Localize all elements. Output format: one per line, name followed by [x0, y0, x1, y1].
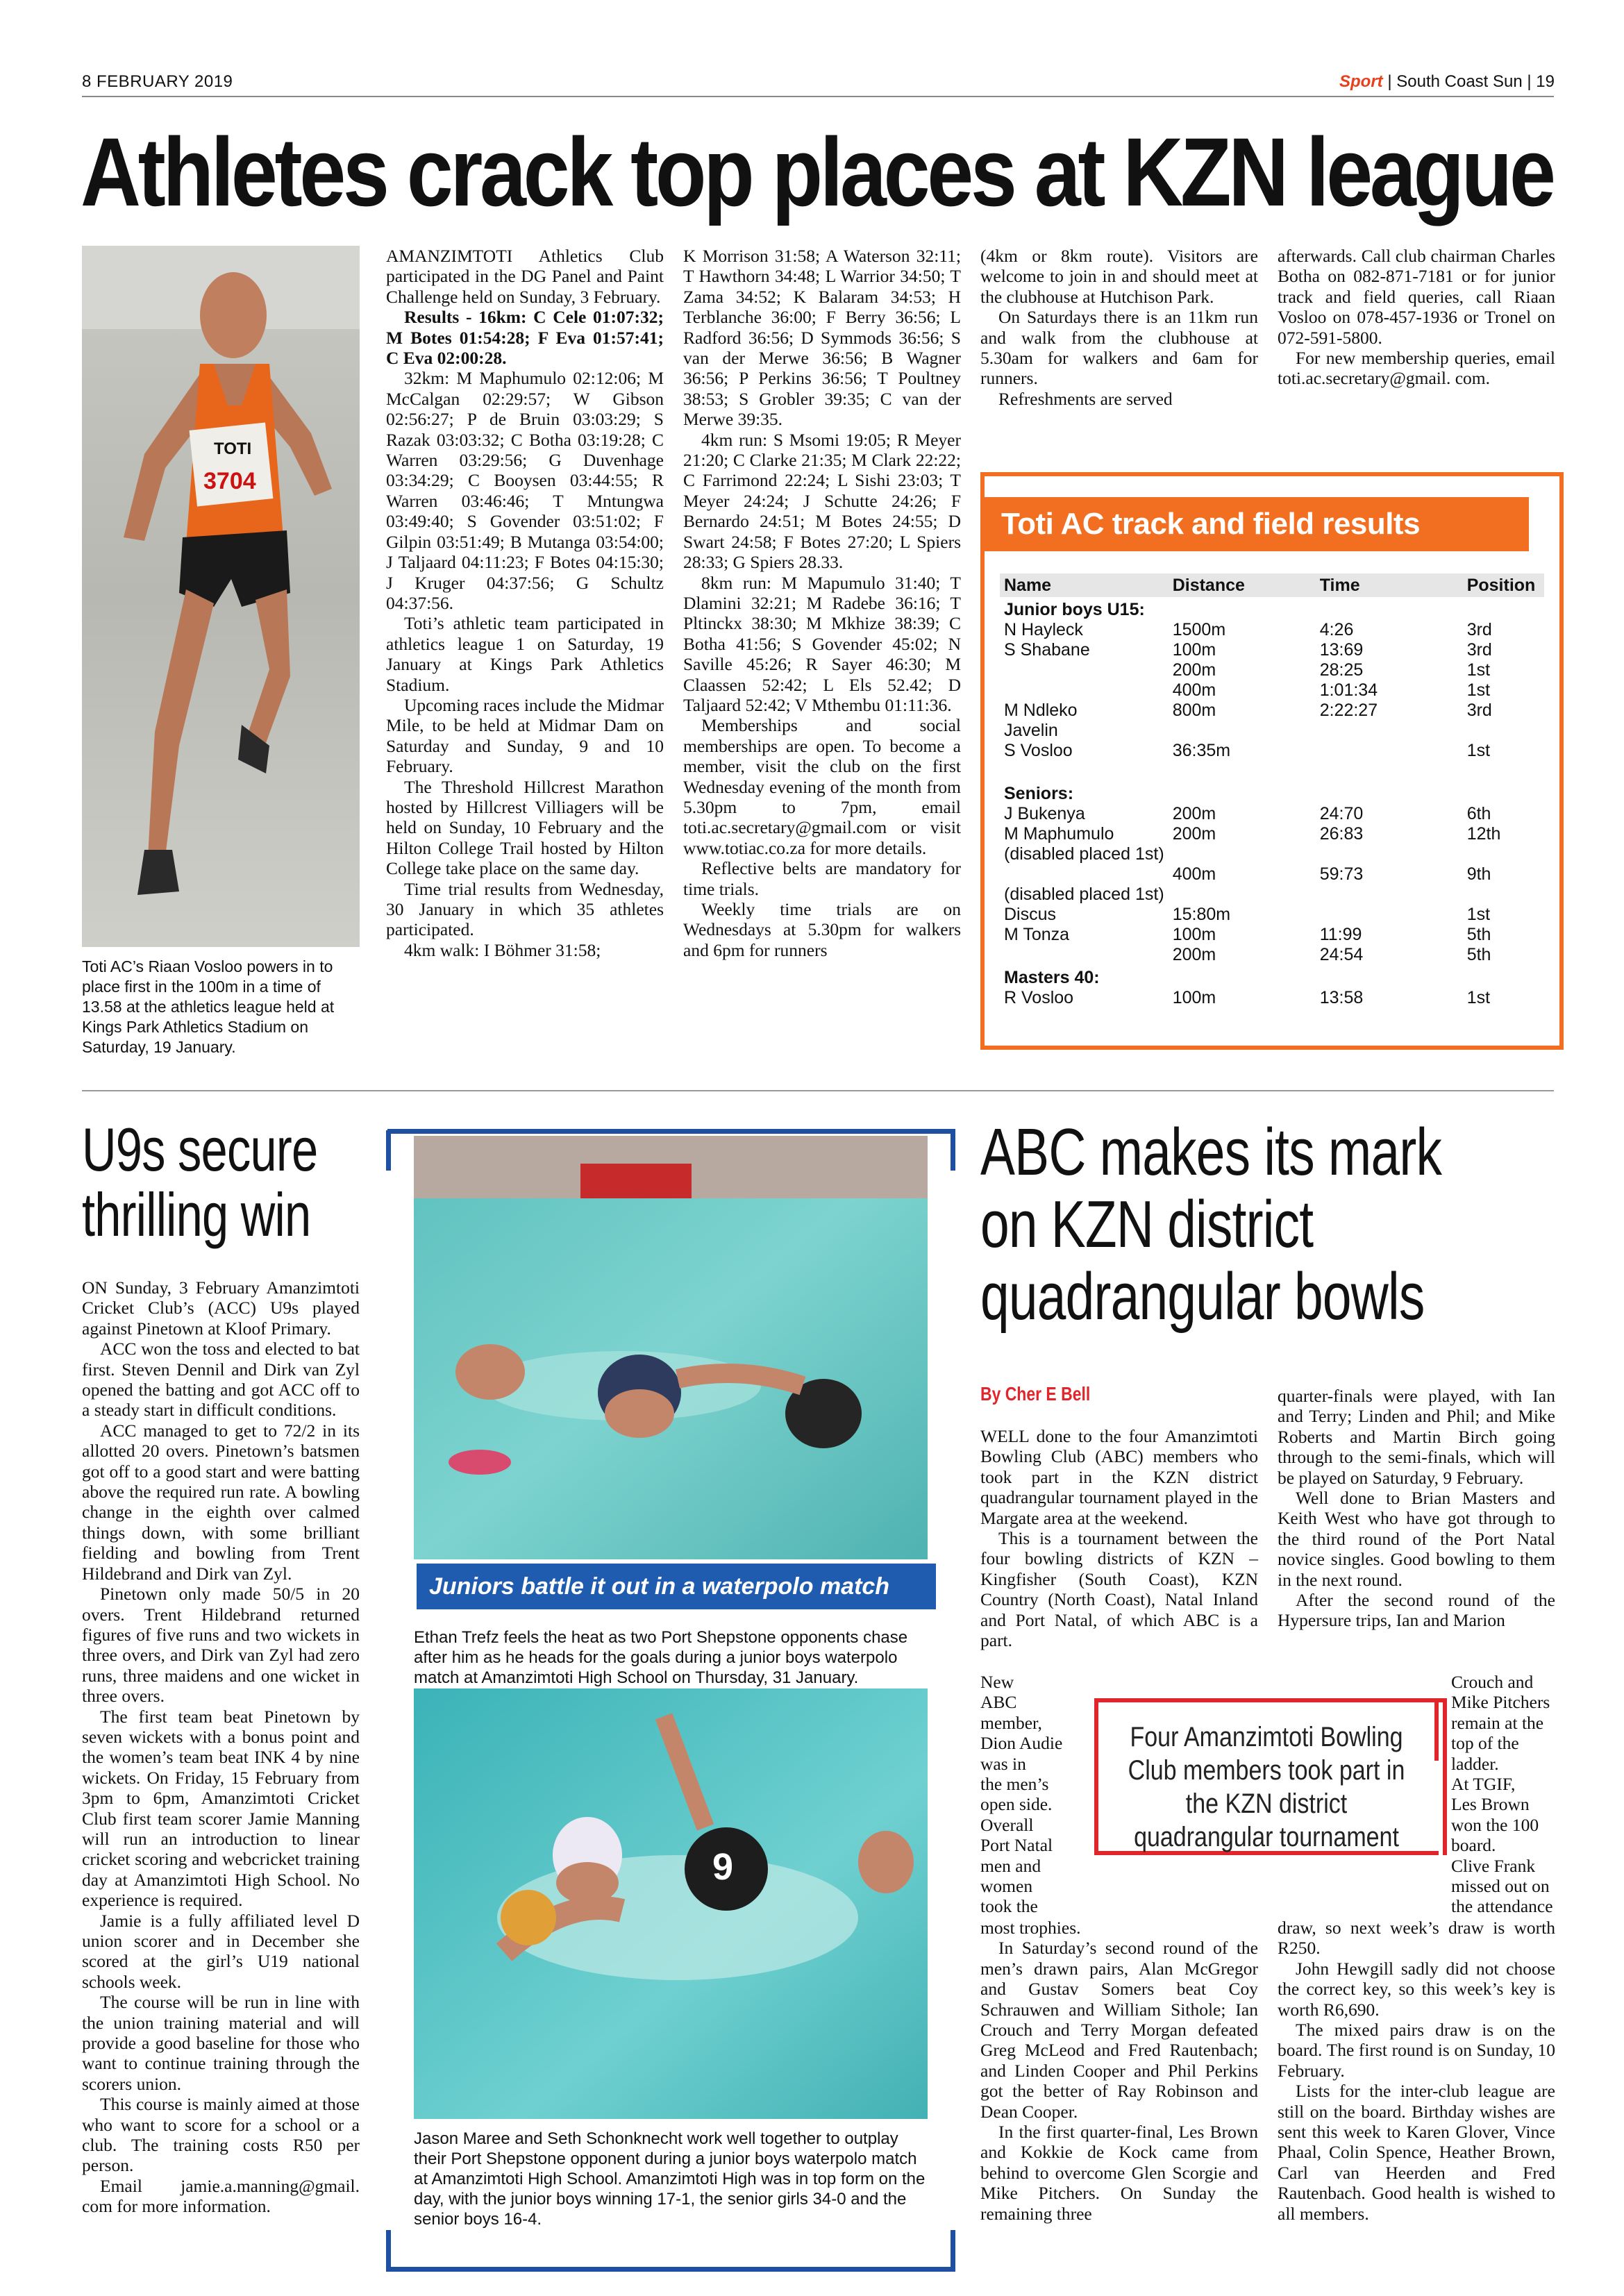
wrap-line: New — [980, 1672, 1014, 1692]
results-cell: 3rd — [1466, 640, 1492, 660]
top-story-column-2 — [683, 246, 961, 960]
abc-column-2-bottom — [1278, 1918, 1555, 2224]
results-cell: 200m — [1172, 824, 1216, 844]
pull-quote-edge — [1434, 1698, 1439, 1761]
u9-headline-line-1: U9s secure — [82, 1115, 318, 1184]
results-cell: 5th — [1466, 945, 1491, 964]
wrap-line: Port Natal — [980, 1835, 1053, 1856]
results-cell: 1st — [1466, 660, 1491, 680]
results-row — [1000, 620, 1544, 640]
wrap-line: the men’s — [980, 1774, 1049, 1795]
abc-headline-line-3: quadrangular bowls — [980, 1259, 1425, 1334]
results-cell: 3rd — [1466, 620, 1492, 639]
wrap-line: remain at the — [1451, 1712, 1544, 1733]
results-cell: 100m — [1172, 988, 1216, 1007]
results-cell: 13:69 — [1319, 640, 1364, 660]
waterpolo-photo-2 — [414, 1689, 928, 2119]
results-cell — [1000, 945, 1169, 965]
waterpolo-title-bar: Juniors battle it out in a waterpolo match — [417, 1564, 936, 1609]
paragraph: WELL done to the four Amanzimtoti Bowling Club (ABC) members who took part in the KZN district quadrangular tournament played in the Margate area at the weekend. — [980, 1426, 1258, 1528]
abc-headline-line-2: on KZN district — [980, 1187, 1314, 1262]
top-story-column-3 — [980, 246, 1258, 409]
paragraph: 8km run: M Mapumulo 31:40; T Dlamini 32:21; M Radebe 36:16; T Pltinckx 38:30; M Mkhize 38:39; C Botha 41:56; S Govender 45:02; N Saville 45:26; R Sayer 46:30; M Claassen 52:42; L Els 52.42; D Taljaard 52:42; V Mthembu 01:11:36. — [683, 572, 961, 715]
results-cell: 6th — [1466, 804, 1491, 823]
waterpolo-caption-1: Ethan Trefz feels the heat as two Port Shepstone opponents chase after him as he heads for the goals during a junior boys waterpolo match at Amanzimtoti High School on Thursday, 31 January. — [414, 1628, 908, 1687]
results-cell: 200m — [1172, 804, 1216, 823]
wrap-line: missed out on — [1451, 1876, 1550, 1897]
results-cell — [1169, 597, 1316, 620]
paragraph: 32km: M Maphumulo 02:12:06; M McCalgan 02:29:57; W Gibson 02:56:27; P de Bruin 03:03:29; S Razak 03:03:32; C Botha 03:19:28; C Warren 03:29:56; G Duvenhage 03:34:29; C Booysen 03:44:55; R Warren 03:46:46; T Mntungwa 03:49:40; S Govender 03:51:02; F Gilpin 03:51:49; B Mutanga 03:54:00; J Taljaard 04:11:23; F Botes 04:15:30; J Kruger 04:37:56; G Schultz 04:37:56. — [386, 368, 664, 613]
results-cell: 15:80m — [1172, 905, 1231, 924]
results-cell: 3rd — [1466, 701, 1492, 720]
wrap-line: At TGIF, — [1451, 1774, 1516, 1795]
column-header: Name — [1000, 573, 1169, 597]
bib-text: TOTI — [214, 439, 252, 458]
results-cell — [1000, 680, 1169, 701]
results-cell: 59:73 — [1319, 864, 1364, 884]
paragraph: This is a tournament between the four bowling districts of KZN – Kingfisher (South Coast), KZN Country (North Coast), Natal Inland and Port Natal, of which ABC is a part. — [980, 1528, 1258, 1651]
pull-quote-edge — [1094, 1698, 1098, 1761]
results-cell — [1463, 597, 1544, 620]
paragraph: K Morrison 31:58; A Waterson 32:11; T Hawthorn 34:48; L Warrior 34:50; T Zama 34:52; K Balaram 34:53; H Terblanche 36:00; F Berry 36:56; L Radford 36:56; D Symmods 36:56; S van der Merwe 36:56; B Wagner 36:56; P Perkins 36:56; T Poultney 38:53; S Grobler 39:35; C van der Merwe 39:35. — [683, 246, 961, 430]
results-cell — [1316, 844, 1463, 864]
column-header: Position — [1463, 573, 1544, 597]
waterpolo-photo-2-image — [414, 1689, 928, 2119]
abc-column-2-wrap — [1451, 1672, 1557, 1917]
results-cell: 9th — [1466, 864, 1491, 884]
results-cell: Seniors: — [1004, 784, 1074, 803]
results-cell — [1463, 965, 1544, 988]
bib-number: 3704 — [203, 468, 256, 494]
results-cell: Discus — [1004, 905, 1057, 924]
results-cell: 1st — [1466, 741, 1491, 760]
paragraph — [386, 307, 664, 368]
paragraph: 4km run: S Msomi 19:05; R Meyer 21:20; C Clarke 21:35; M Clark 22:22; C Farrimond 22:24; L Sishi 23:03; T Meyer 24:24; J Schutte 24:26; F Bernardo 24:51; M Botes 24:55; D Swart 24:58; F Botes 27:20; L Spiers 28:33; G Spiers 28.33. — [683, 429, 961, 573]
paragraph: On Saturdays there is an 11km run and walk from the clubhouse at 5.30am for walkers and 6am for runners. — [980, 307, 1258, 389]
abc-column-2-top — [1278, 1386, 1555, 1631]
wrap-line: Mike Pitchers — [1451, 1692, 1550, 1713]
results-cell: 1:01:34 — [1319, 680, 1378, 700]
results-header-row — [1000, 573, 1544, 597]
paragraph: Pinetown only made 50/5 in 20 overs. Trent Hildebrand returned figures of five runs and two wickets in three overs, and Dirk van Zyl had zero runs, three maidens and one wicket in three overs. — [82, 1584, 360, 1707]
results-table-body — [1000, 597, 1544, 1008]
results-cell — [1316, 597, 1463, 620]
results-row — [1000, 885, 1544, 905]
results-cell — [1316, 905, 1463, 925]
wrap-line: Clive Frank — [1451, 1855, 1536, 1876]
paragraph: Time trial results from Wednesday, 30 January in which 35 athletes participated. — [386, 878, 664, 940]
results-group-row — [1000, 781, 1544, 804]
results-cell — [1316, 781, 1463, 804]
wrap-line: women — [980, 1876, 1033, 1897]
paragraph: Toti’s athletic team participated in athletics league 1 on Saturday, 19 January at Kings Park Athletics Stadium. — [386, 613, 664, 695]
wrap-line: ladder. — [1451, 1753, 1499, 1774]
results-cell: 1st — [1466, 905, 1491, 924]
waterpolo-photo-1-image — [414, 1136, 928, 1559]
results-cell — [1169, 761, 1316, 781]
paragraph: most trophies. — [980, 1918, 1081, 1938]
wrap-line: won the 100 — [1451, 1814, 1539, 1835]
results-row — [1000, 761, 1544, 781]
paragraph: Lists for the inter-club league are still on the board. Birthday wishes are sent this week to Karen Glover, Vince Phaal, Colin Spence, Heather Brown, Carl van Heerden and Fred Rautenbach. Good health is wished to all members. — [1278, 2081, 1555, 2224]
results-cell — [1000, 660, 1169, 680]
wrap-line: ABC — [980, 1692, 1017, 1713]
results-table — [1000, 573, 1544, 1008]
paragraph: AMANZIMTOTI Athletics Club participated in the DG Panel and Paint Challenge held on Sunday, 3 February. — [386, 246, 664, 307]
results-cell: (disabled placed 1st) — [1004, 885, 1164, 904]
wrap-line: Crouch and — [1451, 1672, 1534, 1692]
results-cell — [1316, 885, 1463, 905]
page-number: 19 — [1536, 72, 1555, 91]
cap-number: 9 — [712, 1846, 734, 1888]
wrap-line: was in — [980, 1753, 1026, 1774]
results-cell: S Vosloo — [1004, 741, 1073, 760]
paragraph: The Threshold Hillcrest Marathon hosted by Hillcrest Villiagers will be held on Sunday, 10 February and the Hilton College Trail hosted by Hilton College take place on the same day. — [386, 776, 664, 879]
results-cell: 28:25 — [1319, 660, 1364, 680]
results-cell: 1st — [1466, 988, 1491, 1007]
results-cell: 100m — [1172, 640, 1216, 660]
paragraph: 4km walk: I Böhmer 31:58; — [404, 939, 601, 960]
paragraph: After the second round of the Hypersure trips, Ian and Marion — [1278, 1590, 1555, 1631]
paper-name: South Coast Sun — [1396, 72, 1523, 91]
results-row — [1000, 804, 1544, 824]
runner-photo — [82, 246, 360, 947]
results-cell: 100m — [1172, 925, 1216, 944]
results-cell: 5th — [1466, 925, 1491, 944]
results-row — [1000, 905, 1544, 925]
runner-photo-caption: Toti AC’s Riaan Vosloo powers in to place first in the 100m in a time of 13.58 at the athletics league held at Kings Park Athletics Stadium on Saturday, 19 January. — [82, 957, 335, 1056]
paragraph: Refreshments are served — [998, 388, 1173, 409]
wrap-line: the attendance — [1451, 1896, 1553, 1917]
results-row — [1000, 945, 1544, 965]
paragraph: Jamie is a fully affiliated level D union scorer and in December she scored at the girl’s U19 national schools week. — [82, 1910, 360, 1992]
paragraph: In Saturday’s second round of the men’s drawn pairs, Alan McGregor and Gustav Somers beat Coy Schrauwen and William Sithole; Ian Crouch and Terry Morgan defeated Greg McLeod and Fred Rautenbach; and Linden Cooper and Phil Perkins got the better of Ray Robinson and Dean Cooper. — [980, 1938, 1258, 2122]
results-cell — [1316, 741, 1463, 761]
paragraph: In the first quarter-final, Les Brown and Kokkie de Kock came from behind to overcome Glen Scorgie and Mike Pitchers. On Sunday the remaining three — [980, 2122, 1258, 2224]
header-rule — [82, 96, 1554, 97]
results-cell: 13:58 — [1319, 988, 1364, 1007]
issue-date: 8 FEBRUARY 2019 — [82, 72, 233, 91]
results-row — [1000, 660, 1544, 680]
results-group-row — [1000, 965, 1544, 988]
pull-quote: Four Amanzimtoti Bowling Club members took part in the KZN district quadrangular tournament — [1128, 1722, 1405, 1852]
results-cell: S Shabane — [1004, 640, 1090, 660]
page-headline: Athletes crack top places at KZN league — [81, 117, 1553, 226]
results-cell: J Bukenya — [1004, 804, 1085, 823]
results-cell — [1316, 721, 1463, 741]
wrap-line: Overall — [980, 1814, 1034, 1835]
runner-photo-image — [82, 246, 360, 947]
results-box — [980, 472, 1564, 1050]
results-cell: M Tonza — [1004, 925, 1070, 944]
results-cell: N Hayleck — [1004, 620, 1083, 639]
results-cell: M Ndleko — [1004, 701, 1078, 720]
results-cell: 1500m — [1172, 620, 1226, 639]
paragraph: (4km or 8km route). Visitors are welcome to join in and should meet at the clubhouse at Hutchison Park. — [980, 246, 1258, 307]
results-cell — [1316, 761, 1463, 781]
results-cell — [1463, 721, 1544, 741]
results-cell: 26:83 — [1319, 824, 1364, 844]
paragraph: ON Sunday, 3 February Amanzimtoti Cricket Club’s (ACC) U9s played against Pinetown at Kloof Primary. — [82, 1277, 360, 1339]
paragraph: John Hewgill sadly did not choose the correct key, so this week’s key is worth R6,690. — [1278, 1958, 1555, 2020]
paragraph: Weekly time trials are on Wednesdays at 5.30pm for walkers and 6pm for runners — [683, 899, 961, 960]
results-cell: 2:22:27 — [1319, 701, 1378, 720]
results-cell: 400m — [1172, 680, 1216, 700]
results-cell: 11:99 — [1319, 925, 1362, 944]
results-cell: Javelin — [1004, 721, 1058, 740]
abc-column-1-bottom — [980, 1918, 1258, 2224]
results-cell: 24:70 — [1319, 804, 1364, 823]
results-cell: R Vosloo — [1004, 988, 1074, 1007]
column-header: Time — [1316, 573, 1463, 597]
paragraph: Reflective belts are mandatory for time trials. — [683, 858, 961, 899]
wrap-line: men and — [980, 1855, 1041, 1876]
wrap-line: open side. — [980, 1794, 1053, 1815]
abc-headline-line-1: ABC makes its mark — [980, 1115, 1442, 1189]
results-cell — [1000, 864, 1169, 885]
waterpolo-photo-1 — [414, 1136, 928, 1559]
results-cell — [1463, 844, 1544, 864]
wrap-line: took the — [980, 1896, 1038, 1917]
column-header: Distance — [1169, 573, 1316, 597]
paragraph: ACC managed to get to 72/2 in its allotted 20 overs. Pinetown’s batsmen got off to a good start and were batting above the required run rate. A bowling change in the eighth over calmed things down, with some brilliant fielding and bowling from Trent Hildebrand and Dirk van Zyl. — [82, 1420, 360, 1584]
u9-story-column — [82, 1277, 360, 2217]
wrap-line: Dion Audie — [980, 1733, 1063, 1754]
paragraph: The first team beat Pinetown by seven wickets with a bonus point and the women’s team beat INK 4 by nine wickets. On Friday, 15 February from 3pm to 6pm, Amanzimtoti Cricket Club first team scorer Jamie Manning will run an introduction to linear cricket scoring and webcricket training day at Amanzimtoti High School. No experience is required. — [82, 1706, 360, 1911]
results-cell: 200m — [1172, 660, 1216, 680]
results-cell — [1169, 965, 1316, 988]
top-story-column-1 — [386, 246, 664, 960]
waterpolo-caption-2: Jason Maree and Seth Schonknecht work well together to outplay their Port Shepstone opponent during a junior boys waterpolo match at Amanzimtoti High School. Amanzimtoti High was in top form on the day, with the junior boys winning 17-1, the senior girls 34-0 and the senior boys 16-4. — [414, 2129, 926, 2229]
results-row — [1000, 721, 1544, 741]
section-divider — [82, 1090, 1554, 1091]
results-cell: 200m — [1172, 945, 1216, 964]
wrap-line: Les Brown — [1451, 1794, 1530, 1815]
results-cell — [1463, 885, 1544, 905]
paragraph: The mixed pairs draw is on the board. The first round is on Sunday, 10 February. — [1278, 2020, 1555, 2081]
paragraph: For new membership queries, email toti.ac.secretary@gmail. com. — [1278, 348, 1555, 389]
results-cell — [1169, 844, 1316, 864]
paragraph: The course will be run in line with the union training material and will provide a good baseline for those who want to continue training through the scorers union. — [82, 1992, 360, 2094]
paragraph: Email jamie.a.manning@gmail. com for more information. — [82, 2175, 360, 2217]
page-folio: Sport | South Coast Sun | 19 — [1339, 72, 1555, 91]
results-cell: 12th — [1466, 824, 1501, 844]
abc-column-1-wrap — [980, 1672, 1078, 1917]
paragraph: This course is mainly aimed at those who want to score for a school or a club. The training costs R50 per person. — [82, 2094, 360, 2176]
paragraph: Well done to Brian Masters and Keith West who have got through to the third round of the Port Natal novice singles. Good bowling to them in the next round. — [1278, 1488, 1555, 1590]
paragraph: afterwards. Call club chairman Charles Botha on 082-871-7181 or for junior track and field queries, call Riaan Vosloo on 078-457-1936 or Tronel on 072-591-5800. — [1278, 246, 1555, 348]
results-row — [1000, 988, 1544, 1008]
paragraph: draw, so next week’s draw is worth R250. — [1278, 1918, 1555, 1959]
results-cell: 24:54 — [1319, 945, 1364, 964]
results-cell — [1169, 885, 1316, 905]
section-name: Sport — [1339, 72, 1383, 91]
wrap-line: top of the — [1451, 1733, 1519, 1754]
results-row — [1000, 640, 1544, 660]
results-row — [1000, 864, 1544, 885]
results-cell: M Maphumulo — [1004, 824, 1114, 844]
paragraph: ACC won the toss and elected to bat first. Steven Dennil and Dirk van Zyl opened the batting and got ACC off to a steady start in difficult conditions. — [82, 1339, 360, 1421]
results-row — [1000, 844, 1544, 864]
u9-headline-line-2: thrilling win — [82, 1180, 311, 1249]
results-row — [1000, 701, 1544, 721]
results-cell: 400m — [1172, 864, 1216, 884]
results-cell: (disabled placed 1st) — [1004, 844, 1164, 864]
results-cell — [1463, 781, 1544, 804]
top-story-column-4 — [1278, 246, 1555, 389]
results-cell: 1st — [1466, 680, 1491, 700]
results-row — [1000, 741, 1544, 761]
results-cell — [1000, 761, 1169, 781]
results-row — [1000, 824, 1544, 844]
results-cell — [1463, 761, 1544, 781]
results-cell: Junior boys U15: — [1004, 600, 1145, 619]
results-row — [1000, 680, 1544, 701]
results-16km: Results - 16km: C Cele 01:07:32; M Botes 01:54:28; F Eva 01:57:41; C Eva 02:00:28. — [386, 307, 664, 369]
results-group-row — [1000, 597, 1544, 620]
byline: By Cher E Bell — [980, 1383, 1091, 1405]
results-cell: 4:26 — [1319, 620, 1354, 639]
paragraph: Memberships and social memberships are open. To become a member, visit the club on the first Wednesday evening of the month from 5.30pm to 7pm, email toti.ac.secretary@gmail.com or visit www.totiac.co.za for more details. — [683, 715, 961, 858]
results-cell: Masters 40: — [1004, 968, 1100, 987]
results-cell — [1316, 965, 1463, 988]
wrap-line: board. — [1451, 1835, 1496, 1856]
results-row — [1000, 925, 1544, 945]
results-cell: 800m — [1172, 701, 1216, 720]
paragraph: quarter-finals were played, with Ian and Terry; Linden and Phil; and Mike Roberts and Martin Birch going through to the semi-finals, which will be played on Saturday, 9 February. — [1278, 1386, 1555, 1488]
abc-column-1-top — [980, 1426, 1258, 1650]
wrap-line: member, — [980, 1712, 1042, 1733]
results-cell — [1169, 721, 1316, 741]
paragraph: Upcoming races include the Midmar Mile, to be held at Midmar Dam on Saturday and Sunday, 9 and 10 February. — [386, 694, 664, 777]
results-cell — [1169, 781, 1316, 804]
results-box-title: Toti AC track and field results — [985, 497, 1529, 551]
results-cell: 36:35m — [1172, 741, 1231, 760]
